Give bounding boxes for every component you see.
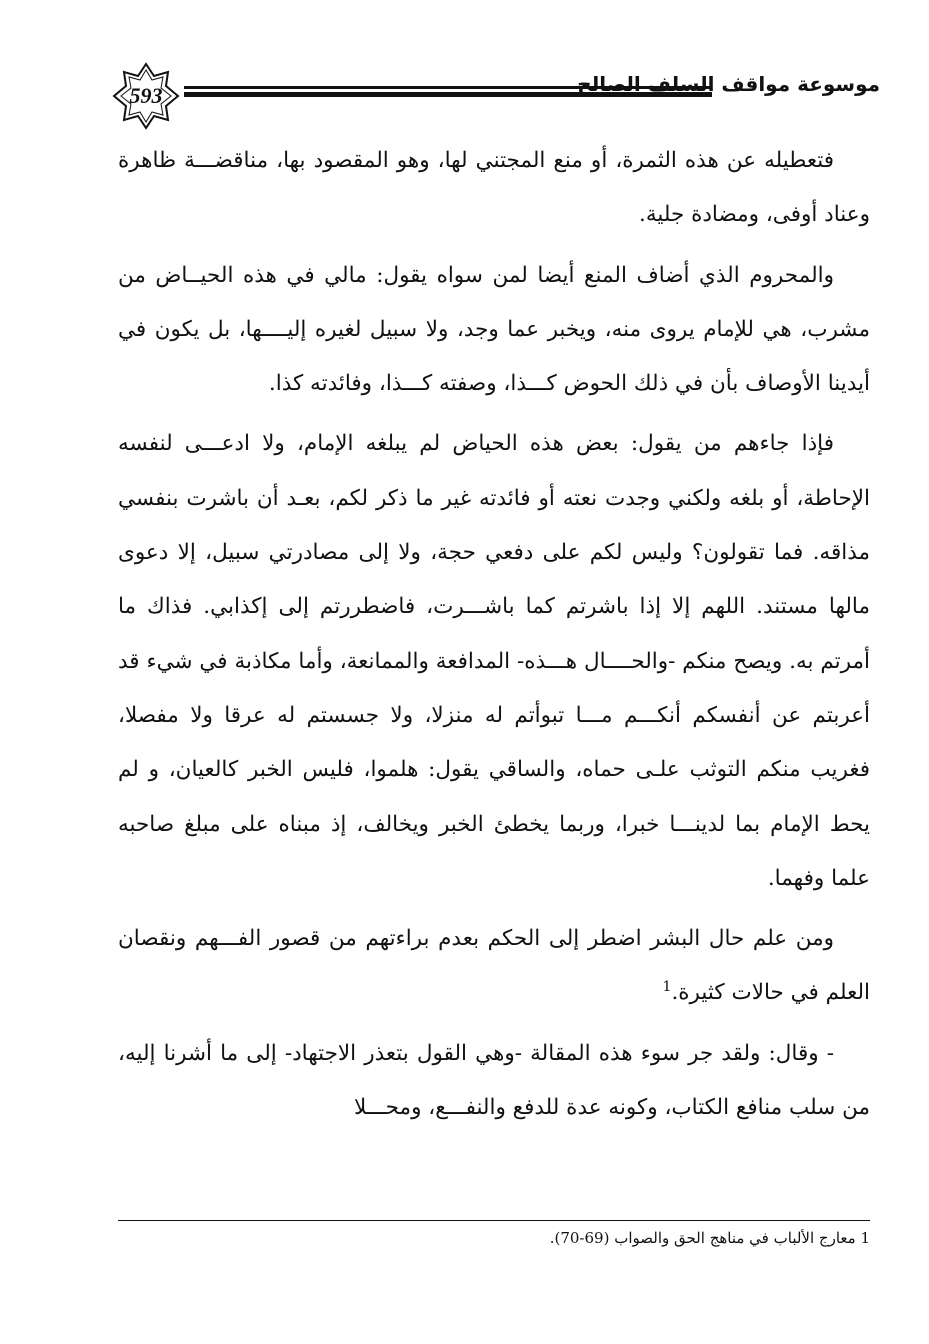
paragraph: فتعطيله عن هذه الثمرة، أو منع المجتني لها، وهو المقصود بها، مناقضـــة ظاهرة وعناد أوفى، ومضادة جلية. bbox=[118, 148, 870, 228]
paragraph-with-footnote bbox=[118, 912, 870, 1021]
footnote bbox=[118, 1226, 870, 1250]
book-title: موسوعة مواقف السلف الصالح bbox=[577, 72, 880, 96]
page-number: 593 bbox=[129, 83, 163, 108]
page-header bbox=[112, 62, 880, 136]
paragraph: فإذا جاءهم من يقول: بعض هذه الحياض لم يبلغه الإمام، ولا ادعـــى لنفسه الإحاطة، أو بلغه ولكني وجدت نعته أو فائدته غير ما ذكر لكم، بعـد أن باشرت بنفسي مذاقه. فما تقولون؟ وليس لكم على دفعي حجة، ولا إلى مصادرتي سبيل، إلا دعوى مالها مستند. اللهم إلا إذا باشرتم كما باشـــرت، فاضطررتم إلى إكذابي. فذاك ما أمرتم به. ويصح منكم -والحــــال هـــذه- المدافعة والممانعة، وأما مكاذبة في شيء قد أعربتم عن أنفسكم أنكـــم مـــا تبوأتم له منزلا، ولا جسستم له عرقا ولا مفصلا، فغريب منكم التوثب علـى حماه، والساقي يقول: هلموا، فليس الخبر كالعيان، و لم يحط الإمام بما لدينـــا خبرا، وربما يخطئ الخبر ويخالف، إذ مبناه على مبلغ صاحبه علما وفهما. bbox=[118, 431, 871, 891]
footnote-marker: 1 bbox=[662, 979, 672, 996]
body-text bbox=[118, 134, 870, 1135]
page-number-badge bbox=[112, 62, 180, 130]
paragraph-text: ومن علم حال البشر اضطر إلى الحكم بعدم براءتهم من قصور الفـــهم ونقصان العلم في حالات كثيرة. bbox=[118, 926, 870, 1006]
footnote-divider bbox=[118, 1220, 870, 1221]
footnote-number: 1 bbox=[860, 1229, 870, 1247]
footnote-text: معارج الألباب في مناهج الحق والصواب (69-70). bbox=[549, 1229, 856, 1247]
paragraph: والمحروم الذي أضاف المنع أيضا لمن سواه يقول: مالي في هذه الحيــاض من مشرب، هي للإمام يروى منه، ويخبر عما وجد، ولا سبيل لغيره إليــــها، بل يكون في أيدينا الأوصاف بأن في ذلك الحوض كـــذا، وصفته كـــذا، وفائدته كذا. bbox=[118, 262, 870, 397]
paragraph: - وقال: ولقد جر سوء هذه المقالة -وهي القول بتعذر الاجتهاد- إلى ما أشرنا إليه، من سلب منافع الكتاب، وكونه عدة للدفع والنفـــع، ومحـــلا bbox=[118, 1040, 870, 1121]
